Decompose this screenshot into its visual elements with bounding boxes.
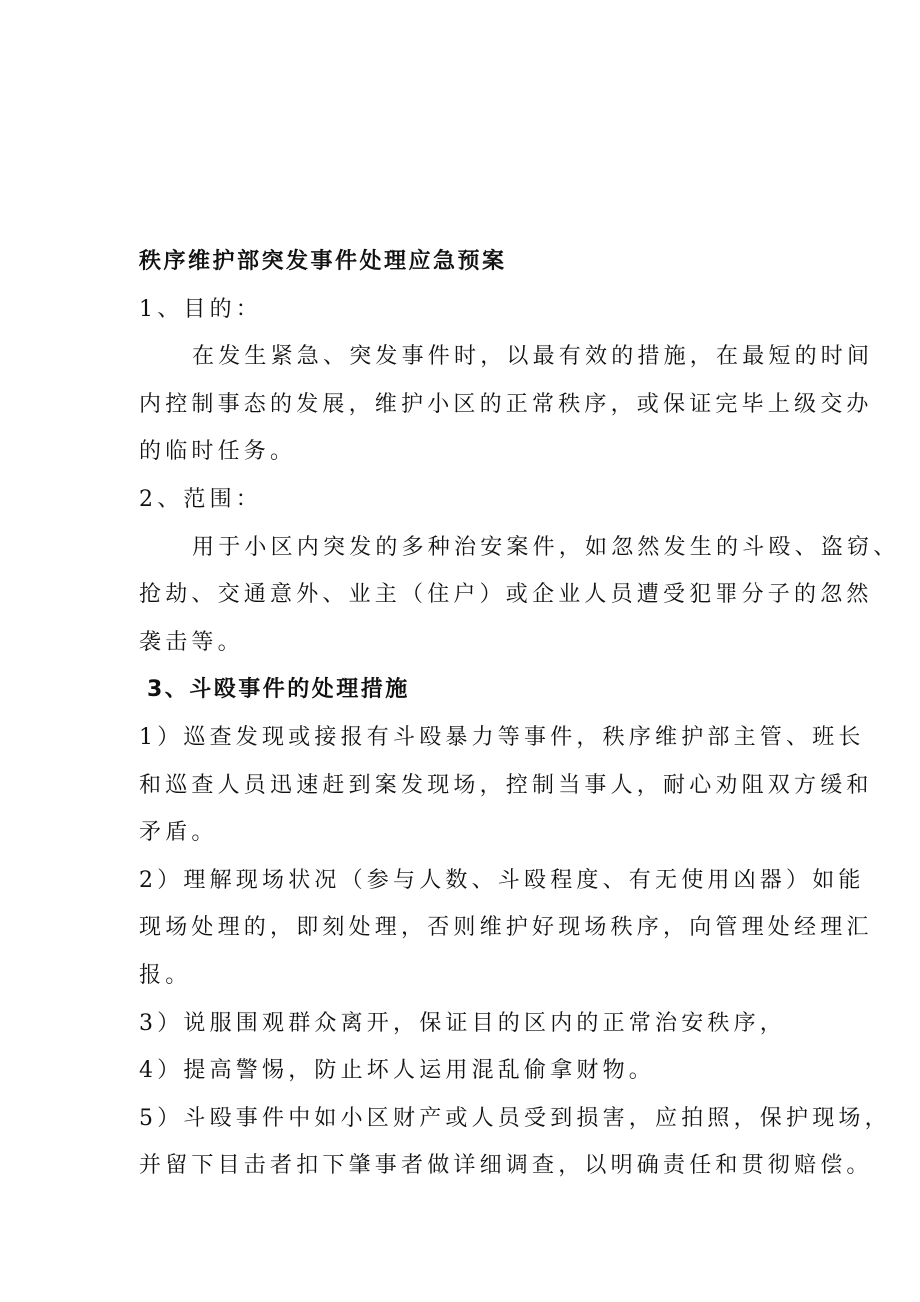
section-heading-scope: 2、范围：: [139, 486, 262, 512]
paragraph-line: 袭击等。: [139, 629, 244, 655]
list-item-line: 2）理解现场状况（参与人数、斗殴程度、有无使用凶器）如能: [139, 867, 865, 893]
document-title: 秩序维护部突发事件处理应急预案: [139, 249, 507, 274]
paragraph-line: 内控制事态的发展，维护小区的正常秩序，或保证完毕上级交办: [139, 391, 873, 417]
list-item-line: 和巡查人员迅速赶到案发现场，控制当事人，耐心劝阻双方缓和: [139, 772, 873, 798]
section-heading-purpose: 1、目的：: [139, 296, 262, 322]
list-item-line: 现场处理的，即刻处理，否则维护好现场秩序，向管理处经理汇: [139, 915, 873, 941]
list-item-line: 5）斗殴事件中如小区财产或人员受到损害，应拍照，保护现场，: [139, 1105, 891, 1131]
list-item-line: 3）说服围观群众离开，保证目的区内的正常治安秩序，: [139, 1010, 786, 1036]
list-item-line: 1）巡查发现或接报有斗殴暴力等事件，秩序维护部主管、班长: [139, 724, 865, 750]
section-heading-fight-measures: 3、斗殴事件的处理措施: [147, 677, 410, 703]
list-item-line: 并留下目击者扣下肇事者做详细调查，以明确责任和贯彻赔偿。: [139, 1153, 873, 1179]
paragraph-line: 抢劫、交通意外、业主（住户）或企业人员遭受犯罪分子的忽然: [139, 582, 873, 608]
list-item-line: 报。: [139, 962, 192, 988]
paragraph-line: 用于小区内突发的多种治安案件，如忽然发生的斗殴、盗窃、: [192, 534, 900, 560]
paragraph-line: 的临时任务。: [139, 439, 297, 465]
list-item-line: 矛盾。: [139, 820, 218, 846]
list-item-line: 4）提高警惕，防止坏人运用混乱偷拿财物。: [139, 1058, 655, 1084]
paragraph-line: 在发生紧急、突发事件时，以最有效的措施，在最短的时间: [192, 344, 874, 370]
document-page: [139, 238, 900, 1190]
